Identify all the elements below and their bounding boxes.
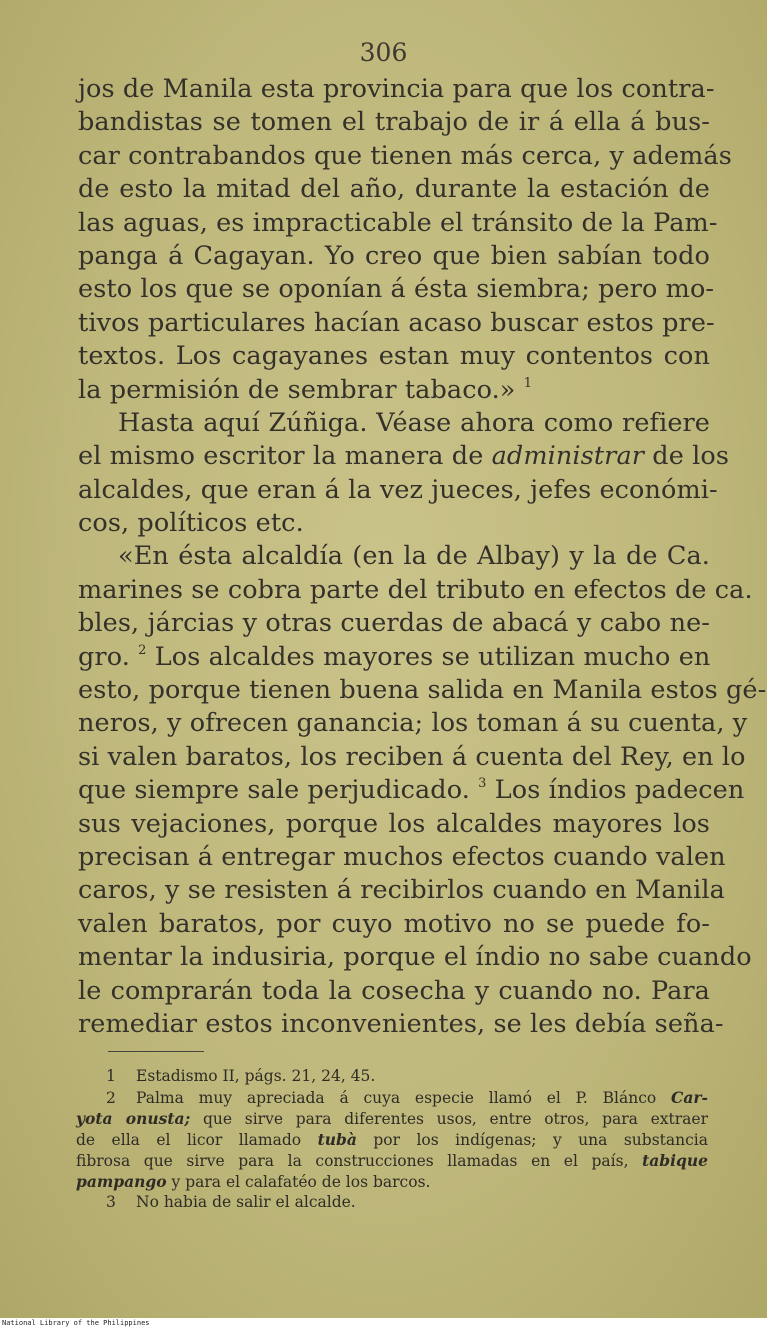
text-line: le comprarán toda la cosecha y cuando no. Para: [78, 975, 710, 1006]
text-line: panga á Cagayan. Yo creo que bien sabían todo: [78, 240, 710, 271]
text-line: mentar la indusiria, porque el índio no sabe cuando: [78, 942, 752, 973]
emphasis-text: administrar: [491, 441, 645, 472]
text-line: las aguas, es impracticable el tránsito de la Pam-: [78, 207, 718, 238]
text-line: textos. Los cagayanes estan muy contentos con: [78, 341, 710, 372]
footnote: [76, 1066, 708, 1087]
page-number: 306: [359, 38, 408, 67]
text-line: neros, y ofrecen ganancia; los toman á su cuenta, y: [78, 708, 748, 739]
footnote-italic: tabique: [642, 1151, 708, 1170]
text-line: Hasta aquí Zúñiga. Véase ahora como refiere: [118, 407, 710, 438]
text-line: sus vejaciones, porque los alcaldes mayores los: [78, 808, 710, 839]
text-line: [78, 774, 745, 807]
footnote-number: 2: [106, 1089, 116, 1107]
line-text: de los: [652, 441, 730, 472]
text-line: bles, járcias y otras cuerdas de abacá y cabo ne-: [78, 608, 710, 639]
text-line: de esto la mitad del año, durante la estación de: [78, 174, 710, 205]
line-text: gro.: [78, 641, 130, 672]
text-line: cos, políticos etc.: [78, 508, 304, 539]
text-line: car contrabandos que tienen más cerca, y además: [78, 140, 732, 171]
footnote-line: [76, 1129, 708, 1150]
text-line: «En ésta alcaldía (en la de Albay) y la de Ca.: [118, 541, 710, 572]
footnote-text: Palma muy apreciada á cuya especie llamó el P. Blánco: [136, 1089, 657, 1107]
main-text: [78, 73, 767, 1041]
text-line: si valen baratos, los reciben á cuenta del Rey, en lo: [78, 741, 746, 772]
footnote-divider: [108, 1051, 204, 1052]
text-line: jos de Manila esta provincia para que los contra-: [78, 74, 715, 104]
footnote-text: No habia de salir el alcalde.: [136, 1193, 356, 1211]
text-line: [78, 374, 710, 407]
footnote-italic: pampango: [76, 1172, 167, 1191]
footnote-line: [76, 1171, 708, 1192]
line-text: Los alcaldes mayores se utilizan mucho en: [154, 641, 711, 672]
footnote-line: [76, 1150, 708, 1171]
library-credit: National Library of the Philippines: [0, 1318, 767, 1328]
footnote-line: [76, 1108, 708, 1129]
footnote-italic: Car-: [671, 1088, 708, 1107]
text-line: valen baratos, por cuyo motivo no se puede fo-: [78, 908, 710, 939]
line-text: Los índios padecen: [494, 775, 745, 806]
text-line: bandistas se tomen el trabajo de ir á ella á bus-: [78, 107, 710, 138]
text-line: esto los que se oponían á ésta siembra; pero mo-: [78, 274, 715, 305]
line-text: la permisión de sembrar tabaco.»: [78, 374, 516, 405]
footnote-text: de ella el licor llamado: [76, 1131, 302, 1149]
text-line: tivos particulares hacían acaso buscar estos pre-: [78, 307, 715, 338]
text-line: alcaldes, que eran á la vez jueces, jefes económi-: [78, 474, 718, 505]
footnotes: [76, 1066, 708, 1213]
footnote-number: 3: [106, 1193, 116, 1211]
footnote-text: por los indígenas; y una substancia: [373, 1131, 708, 1149]
text-line: [78, 641, 710, 674]
footnote-ref: 2: [138, 642, 147, 658]
footnote-number: 1: [106, 1067, 116, 1085]
text-line: precisan á entregar muchos efectos cuando valen: [78, 841, 726, 872]
text-line: caros, y se resisten á recibirlos cuando en Manila: [78, 875, 725, 906]
footnote-ref: 1: [523, 375, 533, 391]
footnote-text: fibrosa que sirve para la construcciones llamadas en el país,: [76, 1152, 629, 1170]
text-line: [78, 440, 730, 473]
text-line: marines se cobra parte del tributo en efectos de ca.: [78, 574, 753, 605]
footnote: [76, 1192, 708, 1213]
footnote-ref: 3: [478, 776, 487, 792]
footnote: [76, 1087, 708, 1108]
footnote-text: que sirve para diferentes usos, entre otros, para extraer: [202, 1110, 708, 1128]
footnote-italic: tubà: [317, 1130, 357, 1149]
footnote-text: Estadismo II, págs. 21, 24, 45.: [136, 1067, 376, 1085]
text-line: esto, porque tienen buena salida en Manila estos gé-: [78, 675, 767, 706]
footnote-text: y para el calafatéo de los barcos.: [171, 1173, 431, 1191]
footnote-italic: yota onusta;: [76, 1109, 191, 1128]
line-text: que siempre sale perjudicado.: [78, 775, 470, 806]
line-text: el mismo escritor la manera de: [78, 441, 484, 472]
text-line: remediar estos inconvenientes, se les debía seña-: [78, 1008, 724, 1039]
